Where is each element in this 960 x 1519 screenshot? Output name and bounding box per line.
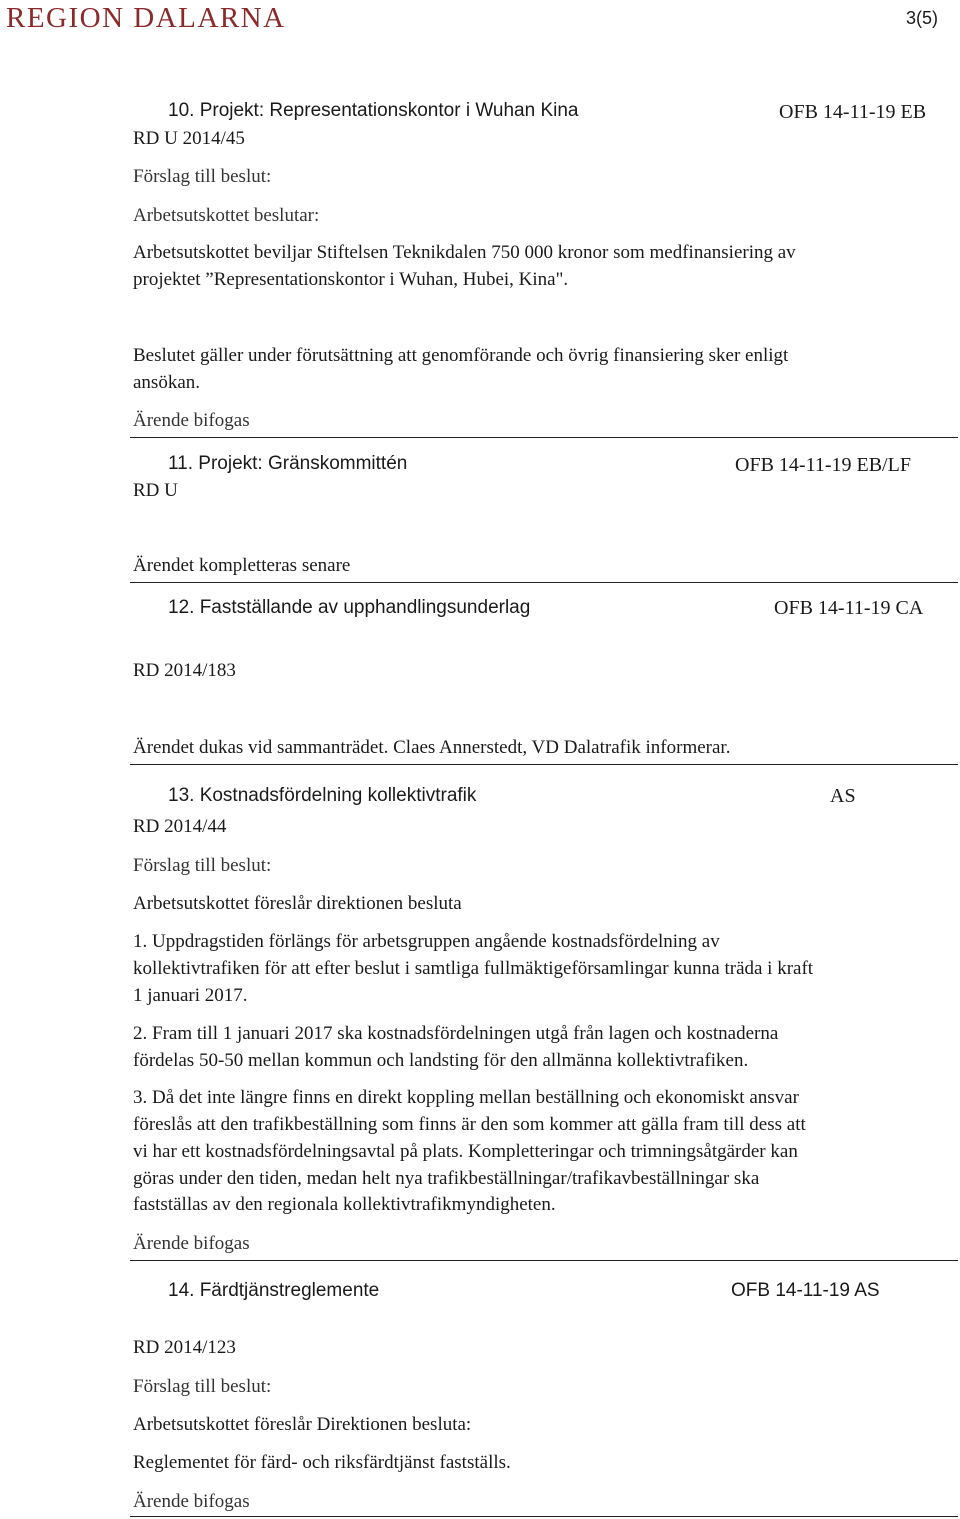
item-10-dnr: RD U 2014/45 — [133, 128, 245, 149]
item-13-paragraph-line: göras under den tiden, medan helt nya trafikbeställningar/trafikavbeställningar ska — [133, 1168, 760, 1189]
item-14-committee-label: Arbetsutskottet föreslår Direktionen besluta: — [133, 1414, 472, 1435]
divider — [130, 1516, 958, 1517]
item-13-paragraph-line: kollektivtrafiken för att efter beslut i samtliga fullmäktigeförsamlingar kunna träda i kraft — [133, 958, 814, 979]
divider — [130, 582, 958, 583]
item-10-condition-line: ansökan. — [133, 372, 201, 393]
divider — [130, 1260, 958, 1261]
item-12-note: Ärendet dukas vid sammanträdet. Claes Annerstedt, VD Dalatrafik informerar. — [133, 737, 731, 758]
region-dalarna-logo: REGION DALARNA — [6, 2, 286, 34]
item-13-paragraph-line: 1 januari 2017. — [133, 985, 248, 1006]
item-10-body-line: projektet ”Representationskontor i Wuhan, Hubei, Kina". — [133, 269, 569, 290]
item-10-note: Ärende bifogas — [133, 410, 250, 431]
item-11-title: 11. Projekt: Gränskommittén — [168, 453, 408, 474]
item-10-title: 10. Projekt: Representationskontor i Wuhan Kina — [168, 100, 579, 121]
item-13-paragraph-line: fördelas 50-50 mellan kommun och landsting för den allmänna kollektivtrafiken. — [133, 1050, 749, 1071]
item-10-proposal-label: Förslag till beslut: — [133, 166, 272, 187]
item-11-note: Ärendet kompletteras senare — [133, 555, 351, 576]
item-13-paragraph-line: vi har ett kostnadsfördelningsavtal på plats. Kompletteringar och trimningsåtgärder kan — [133, 1141, 798, 1162]
item-14-decision: Reglementet för färd- och riksfärdtjänst fastställs. — [133, 1452, 511, 1473]
item-10-condition-line: Beslutet gäller under förutsättning att genomförande och övrig finansiering sker enligt — [133, 345, 789, 366]
item-13-note: Ärende bifogas — [133, 1233, 250, 1254]
item-13-paragraph-line: 1. Uppdragstiden förlängs för arbetsgruppen angående kostnadsfördelning av — [133, 931, 720, 952]
item-14-note: Ärende bifogas — [133, 1491, 250, 1512]
item-10-committee-label: Arbetsutskottet beslutar: — [133, 205, 320, 226]
divider — [130, 764, 958, 765]
item-14-dnr: RD 2014/123 — [133, 1337, 236, 1358]
item-13-paragraph-line: fastställas av den regionala kollektivtrafikmyndigheten. — [133, 1194, 556, 1215]
item-14-title: 14. Färdtjänstreglemente — [168, 1280, 380, 1301]
item-13-ref: AS — [830, 785, 856, 807]
item-12-dnr: RD 2014/183 — [133, 660, 236, 681]
item-14-ref: OFB 14-11-19 AS — [731, 1280, 880, 1301]
item-13-paragraph-line: föreslås att den trafikbeställning som finns är den som kommer att gälla fram till dess att — [133, 1114, 806, 1135]
item-13-paragraph-line: 3. Då det inte längre finns en direkt koppling mellan beställning och ekonomiskt ansvar — [133, 1087, 799, 1108]
item-13-proposal-label: Förslag till beslut: — [133, 855, 272, 876]
item-13-committee-label: Arbetsutskottet föreslår direktionen besluta — [133, 893, 462, 914]
page-number: 3(5) — [905, 8, 938, 28]
item-13-title: 13. Kostnadsfördelning kollektivtrafik — [168, 785, 477, 806]
item-10-body-line: Arbetsutskottet beviljar Stiftelsen Teknikdalen 750 000 kronor som medfinansiering av — [133, 242, 796, 263]
item-13-dnr: RD 2014/44 — [133, 816, 227, 837]
item-14-proposal-label: Förslag till beslut: — [133, 1376, 272, 1397]
item-10-ref: OFB 14-11-19 EB — [779, 101, 927, 123]
item-11-dnr: RD U — [133, 480, 178, 501]
divider — [130, 437, 958, 438]
item-11-ref: OFB 14-11-19 EB/LF — [735, 454, 911, 476]
item-12-ref: OFB 14-11-19 CA — [774, 597, 924, 619]
item-13-paragraph-line: 2. Fram till 1 januari 2017 ska kostnadsfördelningen utgå från lagen och kostnaderna — [133, 1023, 779, 1044]
item-12-title: 12. Fastställande av upphandlingsunderlag — [168, 597, 531, 618]
